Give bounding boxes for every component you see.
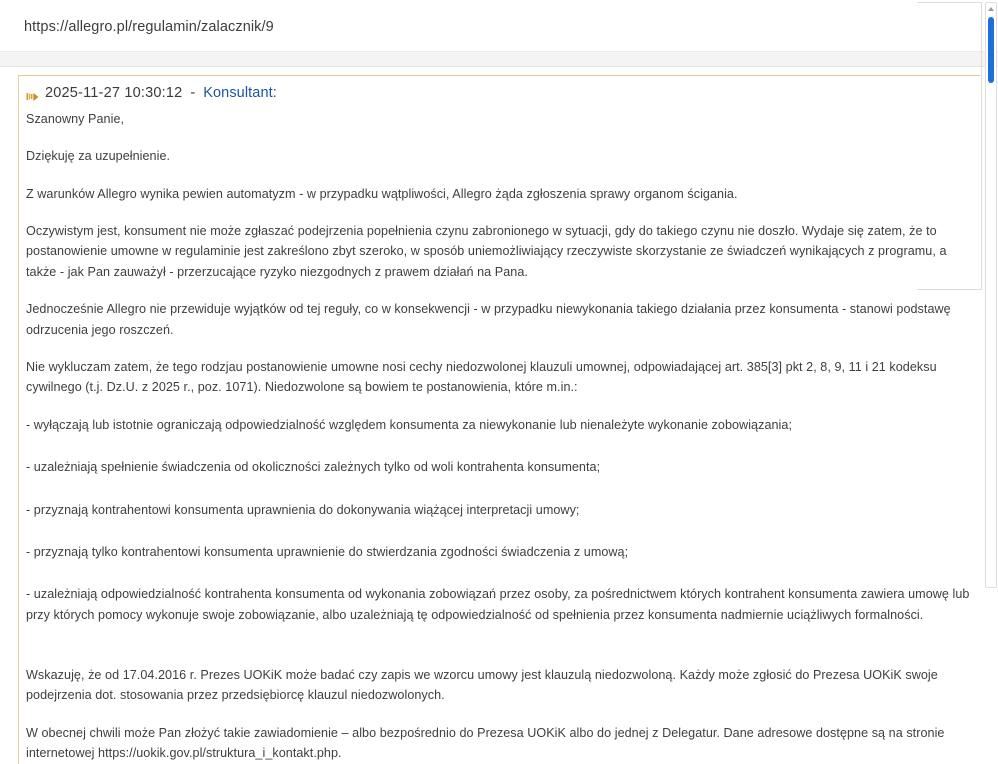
triangle-up-icon[interactable] — [986, 3, 996, 14]
scrollbar-thumb[interactable] — [988, 17, 994, 83]
page-url[interactable]: https://allegro.pl/regulamin/zalacznik/9 — [24, 19, 274, 35]
url-strip — [0, 0, 998, 47]
message-paragraph: Wskazuję, że od 17.04.2016 r. Prezes UOKiK może badać czy zapis we wzorcu umowy jest klauzulą niedozwoloną. Każdy może zgłosić do Prezesa UOKiK swoje podejrzenia dot. stosowania przez przedsiębiorcę klauzul niedozwolonych. — [26, 668, 938, 703]
message-author-link[interactable]: Konsultant: — [203, 84, 277, 101]
message-paragraph: Jednocześnie Allegro nie przewiduje wyjątków od tej reguły, co w konsekwencji - w przypadku niewykonania takiego działania przez konsumenta - stanowi podstawę odrzucenia jego roszczeń. — [26, 302, 951, 337]
message-paragraph: Z warunków Allegro wynika pewien automatyzm - w przypadku wątpliwości, Allegro żąda zgłoszenia sprawy organom ścigania. — [26, 186, 738, 201]
message-list-item: - wyłączają lub istotnie ograniczają odpowiedzialność względem konsumenta za niewykonanie lub nienależyte wykonanie zobowiązania; — [26, 417, 793, 432]
message-timestamp: 2025-11-27 10:30:12 — [45, 84, 183, 101]
message-list-item: - przyznają tylko kontrahentowi konsumenta uprawnienie do stwierdzania zgodności świadczenia z umową; — [26, 544, 629, 559]
forward-arrow-icon — [26, 89, 39, 99]
content-frame-edge — [981, 2, 982, 290]
message-paragraph: Dziękuję za uzupełnienie. — [26, 149, 171, 164]
quoted-message-block — [18, 75, 980, 764]
vertical-scrollbar[interactable] — [985, 2, 997, 588]
message-header — [19, 76, 980, 109]
message-paragraph: Oczywistym jest, konsument nie może zgłaszać podejrzenia popełnienia czynu zabronionego w sytuacji, gdy do takiego czynu nie doszło. Wydaje się zatem, że to postanowienie umowne w regulaminie jest zakreślono zbyt szeroko, w sposób uniemożliwiający rzeczywiste skorzystanie ze świadczeń wynikających z programu, a także - jak Pan zauważył - przerzucające ryzyko niezgodnych z prawem działań na Pana. — [26, 224, 947, 279]
url-separator — [0, 51, 998, 67]
message-paragraph: W obecnej chwili może Pan złożyć takie zawiadomienie – albo bezpośrednio do Prezesa UOKiK albo do jednej z Delegatur. Dane adresowe dostępne są na stronie internetowej https://uokik.gov.pl/struktura_i_kontakt.php. — [26, 725, 945, 761]
message-list-item: - uzależniają spełnienie świadczenia od okoliczności zależnych tylko od woli kontrahenta konsumenta; — [26, 460, 601, 475]
content-frame-edge-top — [917, 2, 982, 3]
message-paragraph: Szanowny Panie, — [26, 111, 125, 126]
message-list-item: - uzależniają odpowiedzialność kontrahenta konsumenta od wykonania zobowiązań przez osoby, za pośrednictwem których kontrahent konsumenta zawiera umowę lub przy których pomocy wykonuje swoje zobowiązanie, albo uzależniają tę odpowiedzialność od spełnienia przez konsumenta nadmiernie uciążliwych formalności. — [26, 587, 970, 622]
message-separator: - — [190, 84, 196, 101]
content-frame-edge-bottom — [917, 289, 982, 290]
message-list-item: - przyznają kontrahentowi konsumenta uprawnienia do dokonywania wiążącej interpretacji umowy; — [26, 502, 580, 517]
message-body — [19, 109, 980, 764]
message-paragraph: Nie wykluczam zatem, że tego rodzjau postanowienie umowne nosi cechy niedozwolonej klauzuli umownej, odpowiadającej art. 385[3] pkt 2, 8, 9, 11 i 21 kodeksu cywilnego (t.j. Dz.U. z 2025 r., poz. 1071). Niedozwolone są bowiem te postanowienia, które m.in.: — [26, 359, 937, 395]
